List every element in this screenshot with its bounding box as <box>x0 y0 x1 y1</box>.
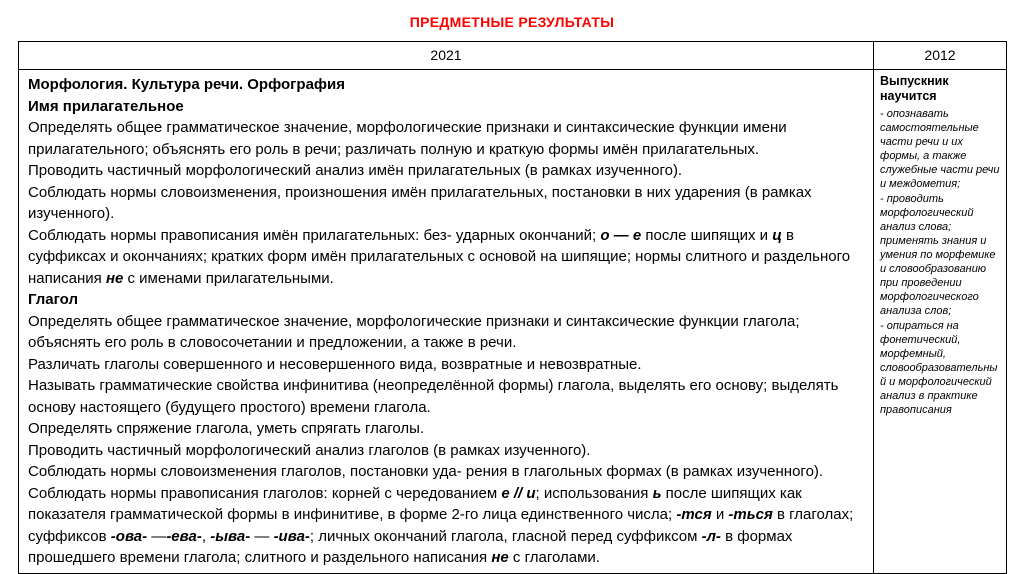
paragraph <box>28 483 863 569</box>
paragraph <box>28 117 863 160</box>
text-run: -ться <box>728 506 773 523</box>
outcome-item: - проводить морфологический анализ слова; применять знания и умения по морфемике и словообразованию при проведении морфологического анализа слов; <box>880 193 996 317</box>
text-run: Определять спряжение глагола, уметь спрягать глаголы. <box>28 420 425 437</box>
text-run: е // и <box>501 484 536 502</box>
text-run: -л- <box>701 527 721 545</box>
text-run: в глаголах; суффиксов <box>28 506 854 545</box>
paragraph <box>28 225 863 290</box>
text-run: после шипящих как показателя грамматической формы в инфинитиве, в форме 2-го лица единственного числа; <box>28 484 802 523</box>
text-run: с именами прилагательными. <box>123 269 334 287</box>
paragraph <box>28 440 863 462</box>
paragraph <box>28 96 863 118</box>
cell-2012 <box>874 70 1007 574</box>
text-run: ц <box>772 226 782 244</box>
text-run: после шипящих и <box>641 226 773 244</box>
paragraph <box>28 289 863 311</box>
paragraph <box>28 418 863 440</box>
text-run: -ова- <box>110 527 148 545</box>
cell-2021 <box>19 70 874 574</box>
text-run: Морфология. Культура речи. Орфография <box>28 76 346 93</box>
text-run: — <box>147 527 167 545</box>
text-run: -ива- <box>273 527 310 545</box>
text-run: в формах прошедшего времени глагола; слитного и раздельного написания <box>28 527 793 566</box>
header-row <box>19 42 1007 70</box>
text-run: с глаголами. <box>508 549 600 566</box>
text-run: в суффиксах и окончаниях; кратких форм имён прилагательных с основой на шипящие; нормы слитного и раздельного написания <box>28 226 851 287</box>
outcome-item: - опознавать самостоятельные части речи и их формы, а также служебные части речи и междометия; <box>880 108 1000 190</box>
text-run: не <box>491 549 509 566</box>
text-run: -ыва- <box>210 527 251 545</box>
paragraph <box>28 461 863 483</box>
text-run: Глагол <box>28 291 78 308</box>
paragraph <box>28 311 863 354</box>
text-run: ; использования <box>535 484 653 502</box>
text-run: и <box>711 506 729 523</box>
paragraph <box>28 160 863 182</box>
text-run: ь <box>652 484 662 502</box>
column-header-2021: 2021 <box>19 42 874 70</box>
content-row <box>19 70 1007 574</box>
outcomes-list <box>880 107 1000 417</box>
text-run: , <box>201 527 211 545</box>
text-run: не <box>105 269 124 287</box>
text-run: Соблюдать нормы правописания имён прилагательных: без- ударных окончаний; <box>28 226 601 244</box>
text-run: Различать глаголы совершенного и несовершенного вида, возвратные и невозвратные. <box>28 355 642 373</box>
text-run: Определять общее грамматическое значение, морфологические признаки и синтаксические функции имени прилагательного; объяснять его роль в речи; различать полную и краткую формы имён прилагательных. <box>28 119 787 158</box>
text-run: -тся <box>676 506 712 523</box>
text-run: ; личных окончаний глагола, гласной перед суффиксом <box>309 527 702 545</box>
text-run: Проводить частичный морфологический анализ имён прилагательных (в рамках изученного). <box>28 162 683 179</box>
column-header-2012: 2012 <box>874 42 1007 70</box>
text-run: Соблюдать нормы правописания глаголов: корней с чередованием <box>28 484 502 502</box>
outcomes-title: Выпускник научится <box>880 74 949 103</box>
text-run: о — е <box>600 226 642 244</box>
text-run: Соблюдать нормы словоизменения глаголов, постановки уда- рения в глагольных формах (в рамках изученного). <box>28 463 824 480</box>
paragraph <box>28 354 863 376</box>
text-run: Соблюдать нормы словоизменения, произношения имён прилагательных, постановки в них ударения (в рамках изученного). <box>28 183 812 222</box>
paragraph <box>28 375 863 418</box>
text-run: Определять общее грамматическое значение, морфологические признаки и синтаксические функции глагола; объяснять его роль в словосочетании и предложении, а также в речи. <box>28 312 800 351</box>
results-table <box>18 41 1007 574</box>
text-run: — <box>250 527 274 545</box>
text-run: -ева- <box>166 527 202 545</box>
page-title: ПРЕДМЕТНЫЕ РЕЗУЛЬТАТЫ <box>409 14 615 30</box>
text-run: Называть грамматические свойства инфинитива (неопределённой формы) глагола, выделять его основу; выделять основу настоящего (будущего простого) времени глагола. <box>28 377 839 416</box>
outcome-item: - опираться на фонетический, морфемный, словообразовательный и морфологический анализ в практике правописания <box>880 320 998 416</box>
paragraph <box>28 74 863 96</box>
text-run: Проводить частичный морфологический анализ глаголов (в рамках изученного). <box>28 441 591 459</box>
paragraph <box>28 182 863 225</box>
text-run: Имя прилагательное <box>28 97 184 115</box>
